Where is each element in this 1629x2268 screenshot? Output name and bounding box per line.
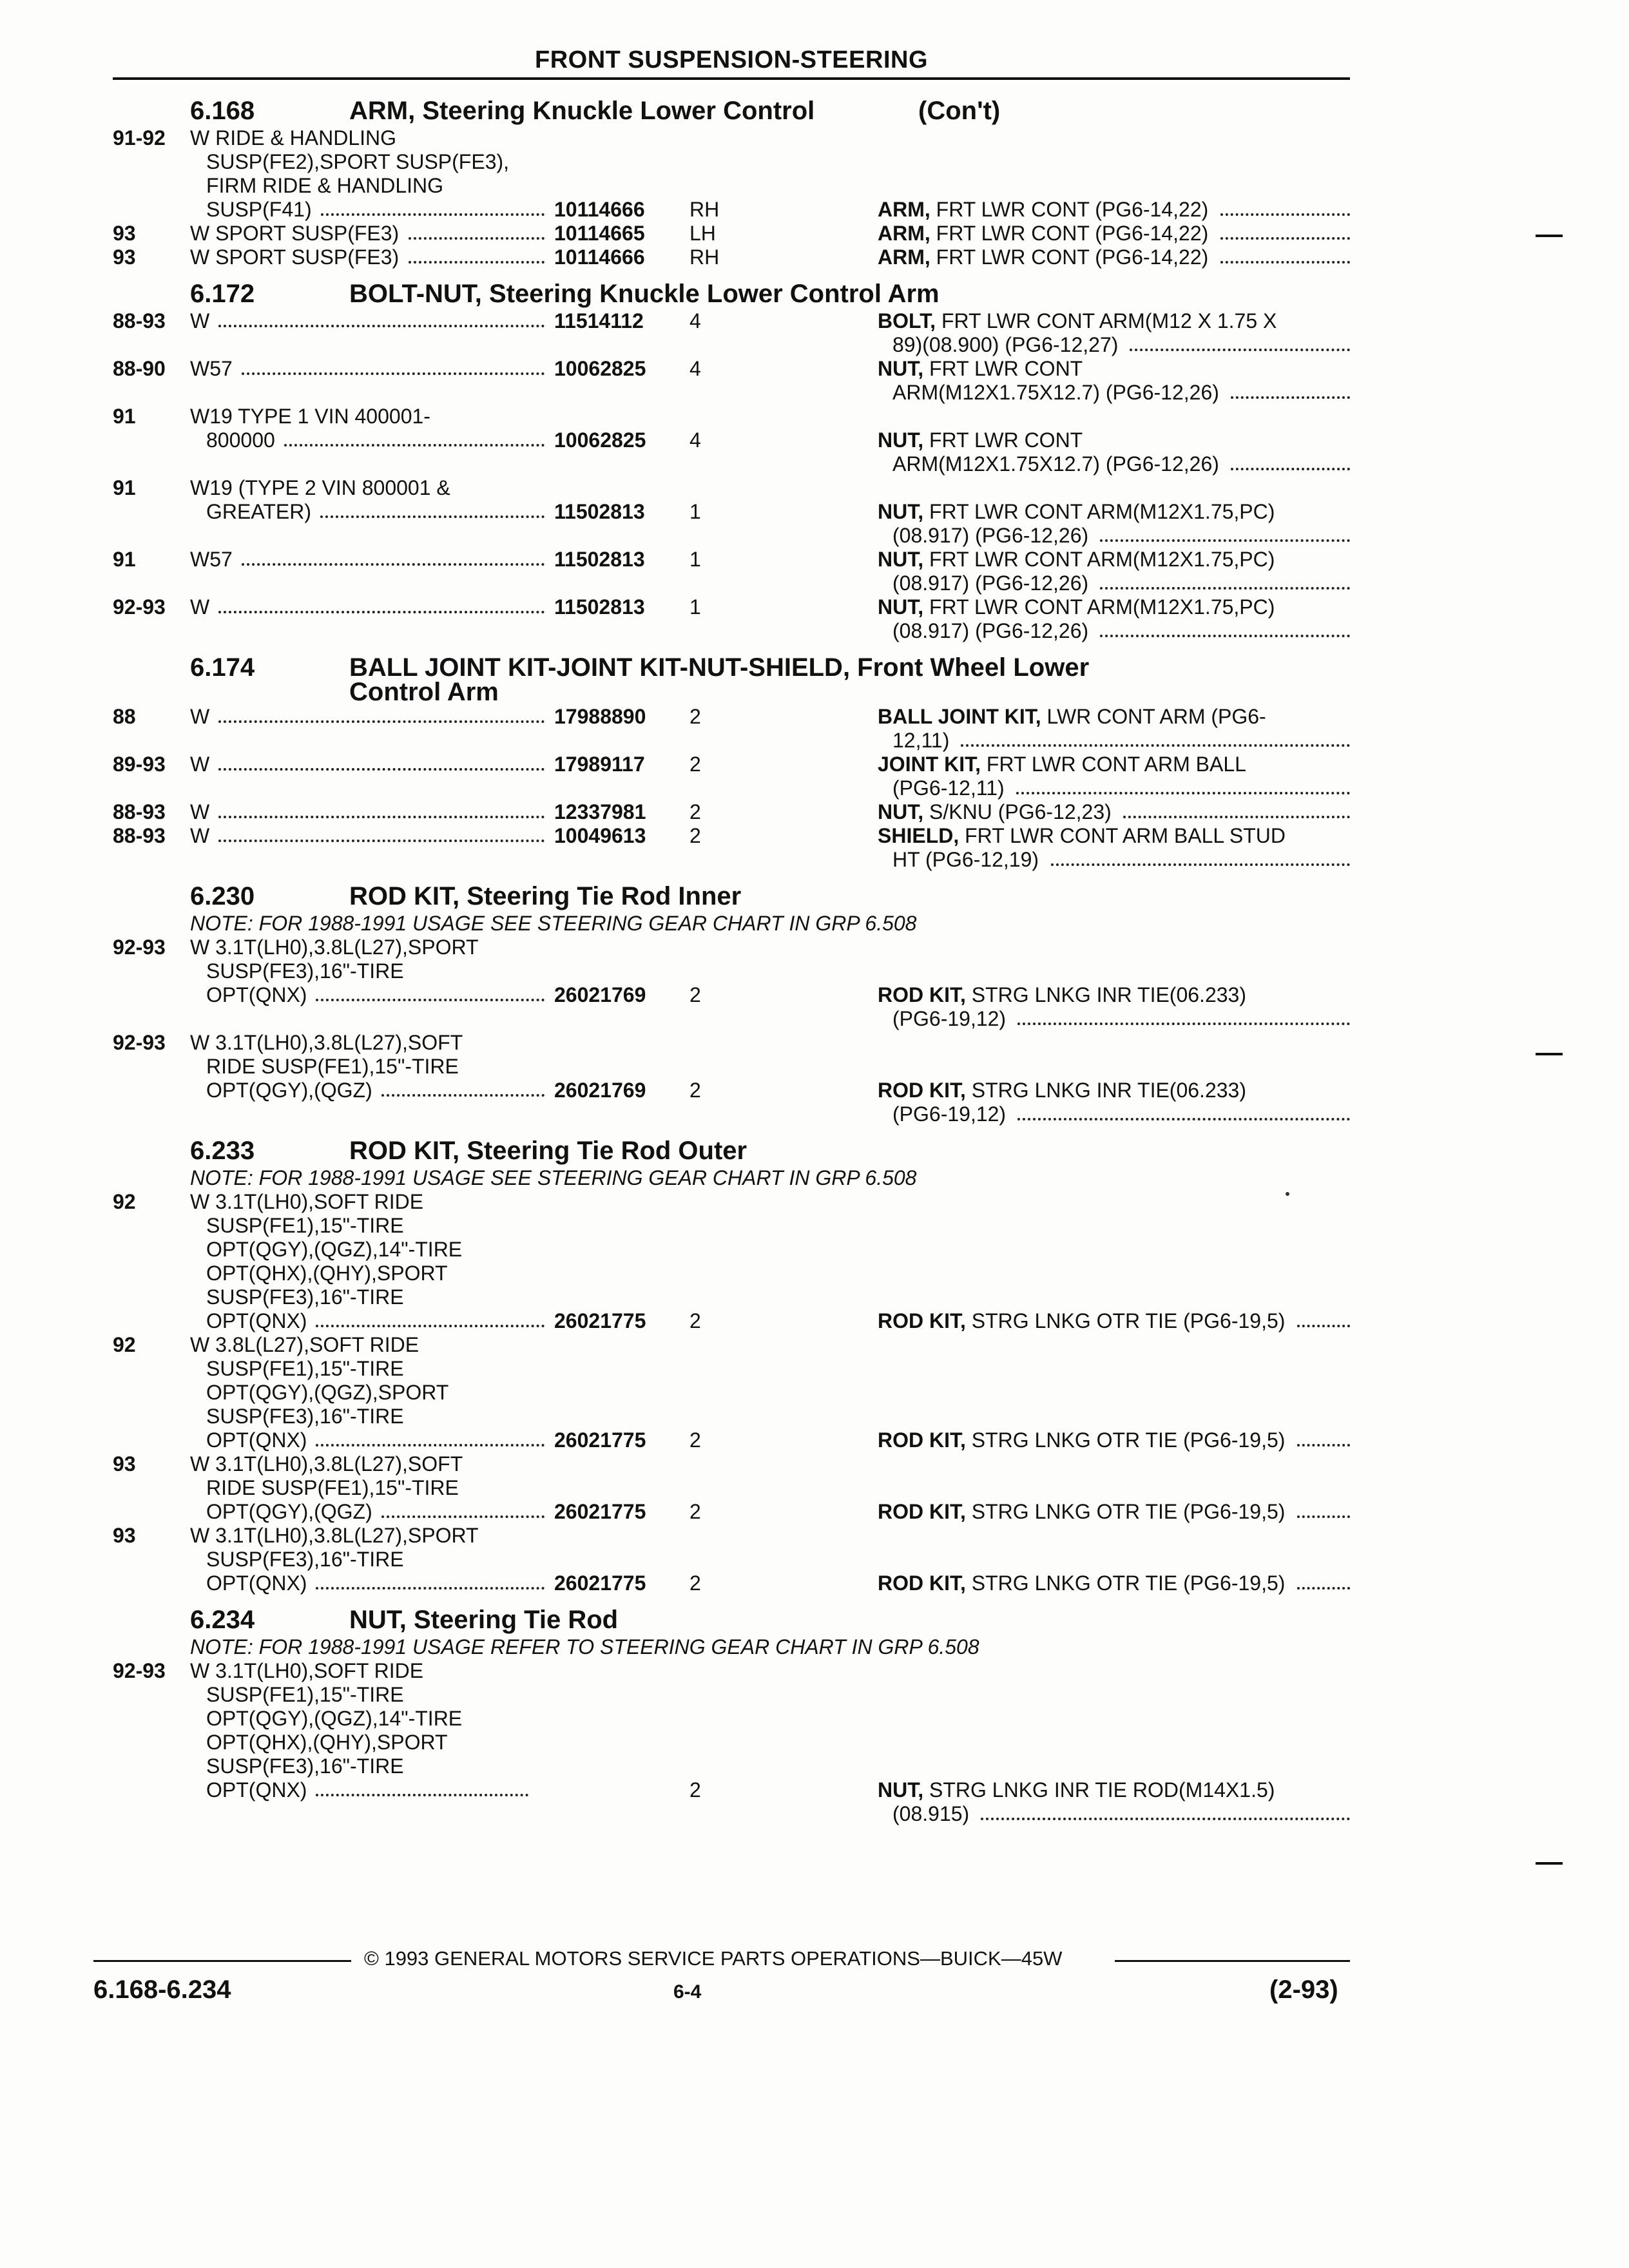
part-description: [878, 245, 1208, 269]
leader-dots: [1016, 776, 1350, 794]
leader-dots: [1123, 800, 1350, 818]
section-title-continued: Control Arm: [349, 678, 499, 706]
model-year: 93: [113, 222, 136, 245]
leader-dots: [1297, 1571, 1350, 1590]
application-text: OPT(QGY),(QGZ): [206, 1500, 372, 1523]
part-number: 10114665: [554, 222, 645, 245]
leader-dots: [1297, 1428, 1350, 1446]
part-number: 26021775: [554, 1428, 646, 1452]
footer-rule-right: [1115, 1960, 1350, 1962]
part-description-text: ARM(M12X1.75X12.7) (PG6-12,26): [892, 452, 1219, 476]
part-description: [878, 705, 1266, 728]
part-description-text: STRG LNKG INR TIE(06.233): [971, 1079, 1246, 1102]
application-text: FIRM RIDE & HANDLING: [206, 174, 444, 197]
part-description: [878, 595, 1275, 619]
part-number: 10062825: [554, 428, 646, 452]
part-description: [878, 983, 1246, 1006]
model-year: 93: [113, 1452, 136, 1475]
part-name: ARM,: [878, 198, 930, 221]
application-text: W: [190, 824, 210, 847]
model-year: 88-93: [113, 824, 166, 847]
part-description: [892, 619, 1088, 642]
part-description-text: FRT LWR CONT (PG6-14,22): [936, 198, 1209, 221]
quantity: 2: [689, 1500, 701, 1523]
application-text: OPT(QGY),(QGZ),14"-TIRE: [206, 1707, 463, 1730]
part-name: NUT,: [878, 1778, 924, 1802]
part-number: 26021775: [554, 1309, 646, 1332]
leader-dots: [218, 824, 545, 842]
leader-dots: [242, 357, 545, 375]
model-year: 92: [113, 1333, 136, 1356]
leader-dots: [1100, 572, 1350, 590]
part-name: NUT,: [878, 500, 924, 523]
section-title: ARM, Steering Knuckle Lower Control: [349, 97, 815, 125]
part-description: [878, 1079, 1246, 1102]
part-description: [878, 548, 1275, 571]
leader-dots: [321, 198, 545, 216]
application-text: W SPORT SUSP(FE3): [190, 222, 400, 245]
application-text: SUSP(FE3),16"-TIRE: [206, 959, 404, 983]
quantity: 2: [689, 753, 701, 776]
application-text: SUSP(FE3),16"-TIRE: [206, 1405, 404, 1428]
model-year: 93: [113, 1524, 136, 1547]
model-year: 92-93: [113, 1659, 166, 1682]
part-description-text: FRT LWR CONT (PG6-14,22): [936, 245, 1209, 269]
leader-dots: [316, 983, 545, 1001]
part-name: NUT,: [878, 595, 924, 619]
leader-dots: [316, 1428, 545, 1446]
section-number: 6.234: [190, 1606, 255, 1634]
part-description-text: FRT LWR CONT ARM BALL STUD: [965, 824, 1286, 847]
part-description: [878, 824, 1286, 847]
section-note: NOTE: FOR 1988-1991 USAGE REFER TO STEERING GEAR CHART IN GRP 6.508: [190, 1635, 979, 1658]
part-description: [892, 333, 1118, 356]
part-number: 11514112: [554, 309, 644, 332]
application-text: SUSP(FE1),15"-TIRE: [206, 1683, 404, 1706]
part-description-text: STRG LNKG OTR TIE (PG6-19,5): [971, 1571, 1286, 1595]
section-continued: (Con't): [918, 97, 1001, 125]
section-title: NUT, Steering Tie Rod: [349, 1606, 619, 1634]
application-text: W: [190, 753, 210, 776]
application-text: W57: [190, 357, 233, 380]
part-number: 17988890: [554, 705, 646, 728]
quantity: 2: [689, 824, 701, 847]
part-number: 11502813: [554, 548, 645, 571]
application-text: SUSP(FE3),16"-TIRE: [206, 1548, 404, 1571]
quantity: 2: [689, 1571, 701, 1595]
leader-dots: [1100, 619, 1350, 637]
application-text: OPT(QGY),(QGZ),14"-TIRE: [206, 1238, 463, 1261]
application-text: GREATER): [206, 500, 311, 523]
section-number: 6.174: [190, 653, 255, 682]
leader-dots: [1231, 452, 1350, 470]
part-description-text: FRT LWR CONT ARM BALL: [986, 753, 1246, 776]
part-description-text: STRG LNKG OTR TIE (PG6-19,5): [971, 1428, 1286, 1452]
application-text: W: [190, 309, 210, 332]
footer-section-range: 6.168-6.234: [93, 1975, 231, 2004]
application-text: W: [190, 800, 210, 823]
model-year: 93: [113, 245, 136, 269]
leader-dots: [1231, 381, 1350, 399]
quantity: 1: [689, 500, 701, 523]
application-text: SUSP(FE1),15"-TIRE: [206, 1214, 404, 1237]
part-description: [892, 1802, 969, 1825]
application-text: W 3.1T(LH0),3.8L(L27),SOFT: [190, 1452, 463, 1475]
part-description-text: (PG6-19,12): [892, 1102, 1007, 1126]
quantity: 2: [689, 1309, 701, 1332]
section-note: NOTE: FOR 1988-1991 USAGE SEE STEERING GEAR CHART IN GRP 6.508: [190, 912, 917, 935]
part-description-text: FRT LWR CONT ARM(M12 X 1.75 X: [941, 309, 1277, 332]
application-text: W 3.1T(LH0),3.8L(L27),SPORT: [190, 936, 479, 959]
part-description-text: STRG LNKG INR TIE ROD(M14X1.5): [929, 1778, 1275, 1802]
quantity: 1: [689, 595, 701, 619]
part-number: 11502813: [554, 500, 645, 523]
model-year: 88-90: [113, 357, 166, 380]
application-text: 800000: [206, 428, 275, 452]
leader-dots: [316, 1778, 528, 1796]
application-text: W 3.1T(LH0),3.8L(L27),SPORT: [190, 1524, 479, 1547]
part-description: [878, 753, 1246, 776]
part-name: SHIELD,: [878, 824, 959, 847]
part-name: BOLT,: [878, 309, 936, 332]
quantity: 2: [689, 800, 701, 823]
part-number: 10049613: [554, 824, 646, 847]
application-text: OPT(QHX),(QHY),SPORT: [206, 1731, 448, 1754]
application-text: W19 (TYPE 2 VIN 800001 &: [190, 476, 450, 499]
part-name: ROD KIT,: [878, 1079, 966, 1102]
leader-dots: [218, 595, 545, 613]
part-description: [878, 309, 1277, 332]
leader-dots: [1100, 524, 1350, 542]
part-description: [878, 222, 1208, 245]
leader-dots: [381, 1079, 545, 1097]
model-year: 92-93: [113, 936, 166, 959]
part-name: ROD KIT,: [878, 1309, 966, 1332]
model-year: 89-93: [113, 753, 166, 776]
part-description-text: LWR CONT ARM (PG6-: [1046, 705, 1266, 728]
quantity: 2: [689, 1428, 701, 1452]
part-name: NUT,: [878, 548, 924, 571]
part-description-text: FRT LWR CONT (PG6-14,22): [936, 222, 1209, 245]
model-year: 88: [113, 705, 136, 728]
application-text: RIDE SUSP(FE1),15"-TIRE: [206, 1055, 459, 1078]
leader-dots: [218, 753, 545, 771]
part-description-text: STRG LNKG OTR TIE (PG6-19,5): [971, 1309, 1286, 1332]
part-name: NUT,: [878, 357, 924, 380]
part-number: 10062825: [554, 357, 646, 380]
leader-dots: [1220, 245, 1350, 264]
part-description: [892, 452, 1219, 476]
model-year: 91: [113, 548, 136, 571]
part-description: [878, 198, 1208, 221]
part-description: [892, 848, 1039, 871]
application-text: SUSP(FE1),15"-TIRE: [206, 1357, 404, 1380]
application-text: OPT(QHX),(QHY),SPORT: [206, 1262, 448, 1285]
leader-dots: [320, 500, 545, 518]
part-description-text: (08.917) (PG6-12,26): [892, 619, 1089, 642]
part-description: [892, 572, 1088, 595]
application-text: SUSP(FE3),16"-TIRE: [206, 1285, 404, 1309]
section-note: NOTE: FOR 1988-1991 USAGE SEE STEERING GEAR CHART IN GRP 6.508: [190, 1166, 917, 1189]
part-number: 17989117: [554, 753, 645, 776]
application-text: W 3.1T(LH0),SOFT RIDE: [190, 1659, 424, 1682]
part-description: [892, 524, 1088, 547]
model-year: 92-93: [113, 595, 166, 619]
part-name: NUT,: [878, 428, 924, 452]
leader-dots: [961, 729, 1350, 747]
application-text: SUSP(F41): [206, 198, 312, 221]
footer-rule-left: [93, 1960, 351, 1962]
model-year: 91: [113, 405, 136, 428]
application-text: OPT(QNX): [206, 1309, 307, 1332]
part-description-text: FRT LWR CONT: [929, 428, 1083, 452]
application-text: RIDE SUSP(FE1),15"-TIRE: [206, 1476, 459, 1499]
model-year: 91: [113, 476, 136, 499]
application-text: W 3.1T(LH0),3.8L(L27),SOFT: [190, 1031, 463, 1054]
part-number: 26021775: [554, 1500, 646, 1523]
part-name: BALL JOINT KIT,: [878, 705, 1041, 728]
part-description-text: STRG LNKG INR TIE(06.233): [971, 983, 1246, 1006]
part-description: [878, 800, 1112, 823]
part-number: 11502813: [554, 595, 645, 619]
part-description-text: S/KNU (PG6-12,23): [929, 800, 1112, 823]
part-description-text: FRT LWR CONT: [929, 357, 1083, 380]
part-description-text: FRT LWR CONT ARM(M12X1.75,PC): [929, 548, 1275, 571]
leader-dots: [381, 1500, 545, 1518]
application-text: W SPORT SUSP(FE3): [190, 245, 400, 269]
footer-date: (2-93): [1269, 1975, 1338, 2004]
part-description-text: (PG6-12,11): [892, 776, 1005, 800]
footer-page-number: 6-4: [673, 1981, 702, 2003]
leader-dots: [1220, 198, 1350, 216]
application-text: SUSP(FE3),16"-TIRE: [206, 1754, 404, 1778]
leader-dots: [409, 222, 545, 240]
part-description: [878, 1309, 1285, 1332]
leader-dots: [1220, 222, 1350, 240]
application-text: OPT(QNX): [206, 1778, 307, 1802]
part-description: [878, 1428, 1285, 1452]
leader-dots: [1297, 1500, 1350, 1518]
section-number: 6.172: [190, 280, 255, 308]
part-description: [892, 381, 1219, 404]
application-text: W19 TYPE 1 VIN 400001-: [190, 405, 430, 428]
application-text: OPT(QNX): [206, 1428, 307, 1452]
quantity: 4: [689, 357, 701, 380]
quantity: 2: [689, 983, 701, 1006]
part-description-text: (08.915): [892, 1802, 970, 1825]
application-text: W 3.1T(LH0),SOFT RIDE: [190, 1190, 424, 1213]
part-number: 26021769: [554, 983, 646, 1006]
section-number: 6.168: [190, 97, 255, 125]
leader-dots: [409, 245, 545, 264]
application-text: SUSP(FE2),SPORT SUSP(FE3),: [206, 150, 510, 173]
application-text: W: [190, 595, 210, 619]
model-year: 88-93: [113, 800, 166, 823]
part-name: ROD KIT,: [878, 1500, 966, 1523]
part-description-text: HT (PG6-12,19): [892, 848, 1039, 871]
speck: [1286, 1192, 1289, 1196]
model-year: 92-93: [113, 1031, 166, 1054]
quantity: 4: [689, 309, 701, 332]
leader-dots: [242, 548, 545, 566]
quantity: RH: [689, 198, 720, 221]
quantity: 4: [689, 428, 701, 452]
application-text: OPT(QGY),(QGZ),SPORT: [206, 1381, 449, 1404]
margin-mark: [1536, 1053, 1563, 1055]
part-description-text: (08.917) (PG6-12,26): [892, 572, 1089, 595]
application-text: OPT(QGY),(QGZ): [206, 1079, 372, 1102]
part-description: [878, 357, 1083, 380]
part-name: JOINT KIT,: [878, 753, 981, 776]
leader-dots: [316, 1309, 545, 1327]
leader-dots: [1297, 1309, 1350, 1327]
quantity: 2: [689, 1079, 701, 1102]
section-number: 6.233: [190, 1137, 255, 1165]
part-description: [878, 1500, 1285, 1523]
part-description: [878, 1571, 1285, 1595]
part-description-text: FRT LWR CONT ARM(M12X1.75,PC): [929, 595, 1275, 619]
part-name: NUT,: [878, 800, 924, 823]
application-text: OPT(QNX): [206, 983, 307, 1006]
application-text: W RIDE & HANDLING: [190, 126, 397, 149]
section-title: ROD KIT, Steering Tie Rod Inner: [349, 882, 742, 910]
section-title: BOLT-NUT, Steering Knuckle Lower Control Arm: [349, 280, 940, 308]
part-description-text: (PG6-19,12): [892, 1007, 1007, 1030]
leader-dots: [1130, 333, 1350, 351]
quantity: 2: [689, 705, 701, 728]
margin-mark: [1536, 235, 1563, 237]
part-description-text: 89)(08.900) (PG6-12,27): [892, 333, 1119, 356]
part-description: [892, 776, 1005, 800]
leader-dots: [218, 705, 545, 723]
quantity: RH: [689, 245, 720, 269]
quantity: 2: [689, 1778, 701, 1802]
leader-dots: [284, 428, 545, 447]
leader-dots: [1017, 1102, 1350, 1120]
quantity: 1: [689, 548, 701, 571]
application-text: OPT(QNX): [206, 1571, 307, 1595]
model-year: 92: [113, 1190, 136, 1213]
part-description: [878, 428, 1083, 452]
part-number: 10114666: [554, 245, 645, 269]
model-year: 91-92: [113, 126, 166, 149]
leader-dots: [981, 1802, 1350, 1820]
part-number: 10114666: [554, 198, 645, 221]
part-description-text: (08.917) (PG6-12,26): [892, 524, 1089, 547]
part-number: 12337981: [554, 800, 646, 823]
page-header: FRONT SUSPENSION-STEERING: [535, 46, 928, 73]
leader-dots: [1051, 848, 1350, 866]
margin-mark: [1536, 1862, 1563, 1865]
part-number: 26021769: [554, 1079, 646, 1102]
application-text: W 3.8L(L27),SOFT RIDE: [190, 1333, 419, 1356]
part-number: 26021775: [554, 1571, 646, 1595]
quantity: LH: [689, 222, 716, 245]
part-description-text: ARM(M12X1.75X12.7) (PG6-12,26): [892, 381, 1219, 404]
part-name: ROD KIT,: [878, 1428, 966, 1452]
part-description-text: FRT LWR CONT ARM(M12X1.75,PC): [929, 500, 1275, 523]
leader-dots: [1017, 1007, 1350, 1025]
application-text: W57: [190, 548, 233, 571]
section-number: 6.230: [190, 882, 255, 910]
section-title: ROD KIT, Steering Tie Rod Outer: [349, 1137, 747, 1165]
part-description: [892, 1007, 1006, 1030]
leader-dots: [316, 1571, 545, 1590]
part-description-text: STRG LNKG OTR TIE (PG6-19,5): [971, 1500, 1286, 1523]
part-description-text: 12,11): [892, 729, 950, 752]
part-name: ARM,: [878, 245, 930, 269]
part-name: ARM,: [878, 222, 930, 245]
part-description: [892, 729, 949, 752]
application-text: W: [190, 705, 210, 728]
part-description: [892, 1102, 1006, 1126]
part-name: ROD KIT,: [878, 983, 966, 1006]
model-year: 88-93: [113, 309, 166, 332]
leader-dots: [218, 800, 545, 818]
part-description: [878, 1778, 1275, 1802]
part-description: [878, 500, 1275, 523]
part-name: ROD KIT,: [878, 1571, 966, 1595]
section-title: BALL JOINT KIT-JOINT KIT-NUT-SHIELD, Front Wheel Lower: [349, 653, 1090, 682]
footer-copyright: © 1993 GENERAL MOTORS SERVICE PARTS OPERATIONS—BUICK—45W: [364, 1947, 1063, 1970]
leader-dots: [218, 309, 545, 327]
